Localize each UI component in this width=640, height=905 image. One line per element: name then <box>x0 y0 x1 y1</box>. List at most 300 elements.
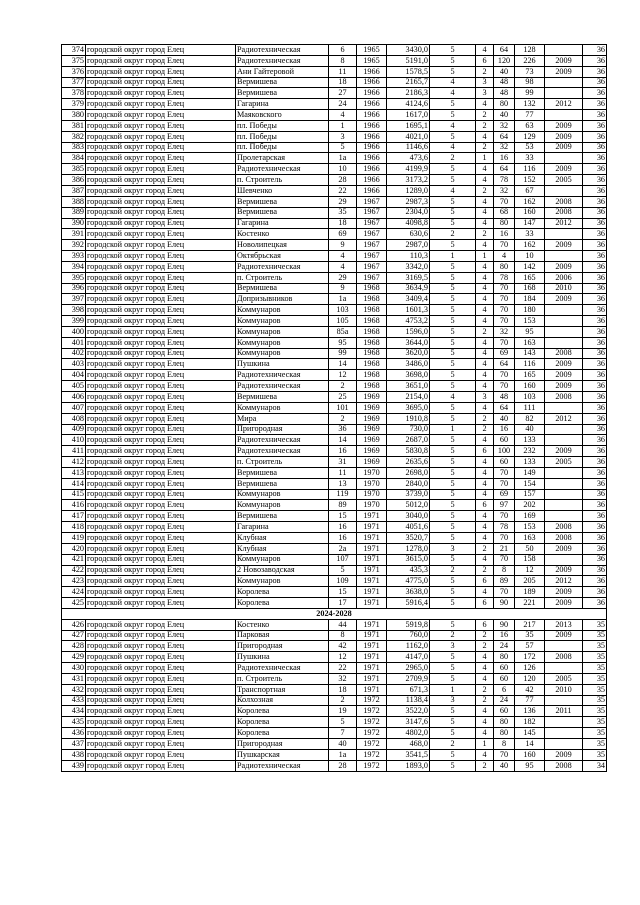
cell-year: 1968 <box>357 370 387 381</box>
cell-area: 1596,0 <box>387 326 430 337</box>
cell-district: городской округ город Елец <box>86 272 236 283</box>
table-row <box>62 88 607 99</box>
cell-residents: 57 <box>515 641 545 652</box>
cell-apartments: 89 <box>494 576 515 587</box>
cell-num: 401 <box>62 337 86 348</box>
cell-floors: 5 <box>430 587 476 598</box>
cell-district: городской округ город Елец <box>86 532 236 543</box>
cell-tariff: 36 <box>583 554 607 565</box>
cell-district: городской округ город Елец <box>86 337 236 348</box>
cell-tariff: 36 <box>583 251 607 262</box>
cell-repair-year <box>545 695 583 706</box>
cell-num: 396 <box>62 283 86 294</box>
cell-tariff: 36 <box>583 110 607 121</box>
cell-street: Коммунаров <box>236 326 329 337</box>
table-row <box>62 489 607 500</box>
cell-floors: 5 <box>430 55 476 66</box>
cell-floors: 5 <box>430 196 476 207</box>
cell-house: 69 <box>329 229 357 240</box>
cell-house: 85а <box>329 326 357 337</box>
cell-entrances: 4 <box>476 359 494 370</box>
cell-apartments: 70 <box>494 294 515 305</box>
cell-residents: 67 <box>515 185 545 196</box>
cell-year: 1971 <box>357 522 387 533</box>
cell-house: 119 <box>329 489 357 500</box>
cell-residents: 145 <box>515 728 545 739</box>
cell-year: 1967 <box>357 272 387 283</box>
cell-house: 13 <box>329 478 357 489</box>
cell-area: 2840,0 <box>387 478 430 489</box>
cell-floors: 5 <box>430 652 476 663</box>
table-row <box>62 435 607 446</box>
cell-tariff: 36 <box>583 587 607 598</box>
table-row <box>62 185 607 196</box>
cell-area: 3698,0 <box>387 370 430 381</box>
table-row <box>62 684 607 695</box>
cell-house: 25 <box>329 392 357 403</box>
cell-house: 1а <box>329 294 357 305</box>
cell-tariff: 36 <box>583 576 607 587</box>
cell-repair-year: 2008 <box>545 196 583 207</box>
cell-num: 430 <box>62 663 86 674</box>
cell-tariff: 36 <box>583 543 607 554</box>
cell-repair-year <box>545 478 583 489</box>
cell-floors: 5 <box>430 532 476 543</box>
cell-residents: 154 <box>515 478 545 489</box>
cell-residents: 12 <box>515 565 545 576</box>
cell-floors: 4 <box>430 88 476 99</box>
cell-area: 3522,0 <box>387 706 430 717</box>
table-row <box>62 175 607 186</box>
cell-street: Коммунаров <box>236 554 329 565</box>
cell-apartments: 4 <box>494 251 515 262</box>
cell-tariff: 36 <box>583 511 607 522</box>
cell-num: 439 <box>62 760 86 771</box>
table-row <box>62 294 607 305</box>
cell-floors: 5 <box>430 663 476 674</box>
cell-street: Ани Гайтеровой <box>236 66 329 77</box>
cell-house: 16 <box>329 532 357 543</box>
cell-district: городской округ город Елец <box>86 326 236 337</box>
table-row <box>62 381 607 392</box>
cell-floors: 5 <box>430 110 476 121</box>
cell-floors: 5 <box>430 305 476 316</box>
cell-year: 1966 <box>357 88 387 99</box>
cell-floors: 2 <box>430 229 476 240</box>
cell-residents: 160 <box>515 207 545 218</box>
cell-residents: 98 <box>515 77 545 88</box>
cell-num: 409 <box>62 424 86 435</box>
cell-tariff: 36 <box>583 261 607 272</box>
table-row <box>62 359 607 370</box>
cell-area: 2304,0 <box>387 207 430 218</box>
table-row <box>62 45 607 56</box>
cell-area: 1278,0 <box>387 543 430 554</box>
cell-street: Вермишева <box>236 88 329 99</box>
cell-year: 1972 <box>357 706 387 717</box>
cell-house: 12 <box>329 652 357 663</box>
cell-repair-year: 2009 <box>545 565 583 576</box>
cell-entrances: 4 <box>476 45 494 56</box>
cell-tariff: 35 <box>583 630 607 641</box>
cell-year: 1966 <box>357 131 387 142</box>
cell-num: 418 <box>62 522 86 533</box>
cell-tariff: 36 <box>583 196 607 207</box>
cell-street: Пушкина <box>236 359 329 370</box>
cell-num: 383 <box>62 142 86 153</box>
cell-apartments: 64 <box>494 402 515 413</box>
cell-district: городской округ город Елец <box>86 446 236 457</box>
cell-repair-year: 2008 <box>545 522 583 533</box>
cell-entrances: 2 <box>476 565 494 576</box>
cell-entrances: 2 <box>476 413 494 424</box>
cell-floors: 5 <box>430 381 476 392</box>
cell-num: 413 <box>62 467 86 478</box>
cell-num: 394 <box>62 261 86 272</box>
table-row <box>62 99 607 110</box>
cell-area: 4802,0 <box>387 728 430 739</box>
cell-floors: 5 <box>430 207 476 218</box>
cell-tariff: 36 <box>583 424 607 435</box>
cell-street: Клубная <box>236 532 329 543</box>
cell-year: 1968 <box>357 348 387 359</box>
cell-floors: 5 <box>430 478 476 489</box>
cell-entrances: 2 <box>476 641 494 652</box>
cell-repair-year <box>545 489 583 500</box>
cell-area: 473,6 <box>387 153 430 164</box>
table-row <box>62 196 607 207</box>
cell-street: Коммунаров <box>236 337 329 348</box>
cell-entrances: 4 <box>476 316 494 327</box>
cell-area: 3541,5 <box>387 749 430 760</box>
cell-residents: 160 <box>515 381 545 392</box>
cell-house: 29 <box>329 196 357 207</box>
cell-street: Королева <box>236 706 329 717</box>
cell-entrances: 4 <box>476 196 494 207</box>
cell-num: 378 <box>62 88 86 99</box>
cell-num: 397 <box>62 294 86 305</box>
cell-area: 468,0 <box>387 739 430 750</box>
cell-area: 730,0 <box>387 424 430 435</box>
cell-entrances: 3 <box>476 88 494 99</box>
cell-floors: 5 <box>430 467 476 478</box>
cell-floors: 5 <box>430 359 476 370</box>
cell-district: городской округ город Елец <box>86 207 236 218</box>
cell-entrances: 4 <box>476 457 494 468</box>
cell-tariff: 36 <box>583 446 607 457</box>
cell-house: 22 <box>329 663 357 674</box>
table-row <box>62 673 607 684</box>
cell-tariff: 35 <box>583 673 607 684</box>
cell-entrances: 2 <box>476 760 494 771</box>
cell-tariff: 35 <box>583 717 607 728</box>
table-row <box>62 413 607 424</box>
table-row <box>62 207 607 218</box>
cell-district: городской округ город Елец <box>86 619 236 630</box>
table-row <box>62 619 607 630</box>
cell-year: 1968 <box>357 337 387 348</box>
cell-num: 424 <box>62 587 86 598</box>
cell-num: 395 <box>62 272 86 283</box>
cell-num: 427 <box>62 630 86 641</box>
cell-apartments: 16 <box>494 424 515 435</box>
cell-year: 1969 <box>357 435 387 446</box>
cell-floors: 5 <box>430 598 476 609</box>
cell-area: 2698,0 <box>387 467 430 478</box>
cell-entrances: 4 <box>476 652 494 663</box>
cell-repair-year <box>545 88 583 99</box>
cell-residents: 133 <box>515 457 545 468</box>
cell-house: 9 <box>329 283 357 294</box>
cell-tariff: 36 <box>583 164 607 175</box>
cell-floors: 4 <box>430 392 476 403</box>
cell-area: 2186,3 <box>387 88 430 99</box>
cell-repair-year: 2009 <box>545 749 583 760</box>
cell-district: городской округ город Елец <box>86 706 236 717</box>
cell-residents: 14 <box>515 739 545 750</box>
cell-entrances: 4 <box>476 749 494 760</box>
cell-residents: 149 <box>515 467 545 478</box>
cell-tariff: 36 <box>583 532 607 543</box>
cell-district: городской округ город Елец <box>86 489 236 500</box>
cell-tariff: 36 <box>583 413 607 424</box>
cell-house: 27 <box>329 88 357 99</box>
cell-floors: 5 <box>430 402 476 413</box>
cell-house: 17 <box>329 598 357 609</box>
cell-area: 2987,3 <box>387 196 430 207</box>
cell-entrances: 1 <box>476 251 494 262</box>
cell-district: городской округ город Елец <box>86 630 236 641</box>
cell-num: 384 <box>62 153 86 164</box>
cell-repair-year: 2008 <box>545 760 583 771</box>
cell-entrances: 4 <box>476 489 494 500</box>
cell-residents: 202 <box>515 500 545 511</box>
cell-street: Шевченко <box>236 185 329 196</box>
cell-district: городской округ город Елец <box>86 261 236 272</box>
cell-street: Коммунаров <box>236 348 329 359</box>
table-row <box>62 641 607 652</box>
cell-floors: 5 <box>430 522 476 533</box>
cell-floors: 5 <box>430 99 476 110</box>
cell-apartments: 60 <box>494 457 515 468</box>
cell-apartments: 80 <box>494 261 515 272</box>
cell-tariff: 35 <box>583 641 607 652</box>
cell-area: 630,6 <box>387 229 430 240</box>
cell-apartments: 16 <box>494 153 515 164</box>
cell-district: городской округ город Елец <box>86 88 236 99</box>
cell-apartments: 70 <box>494 554 515 565</box>
cell-residents: 168 <box>515 283 545 294</box>
cell-entrances: 4 <box>476 240 494 251</box>
cell-repair-year <box>545 717 583 728</box>
cell-tariff: 36 <box>583 381 607 392</box>
cell-num: 379 <box>62 99 86 110</box>
cell-entrances: 2 <box>476 142 494 153</box>
cell-apartments: 64 <box>494 359 515 370</box>
cell-tariff: 36 <box>583 229 607 240</box>
cell-house: 35 <box>329 207 357 218</box>
cell-house: 42 <box>329 641 357 652</box>
cell-area: 3520,7 <box>387 532 430 543</box>
cell-tariff: 36 <box>583 435 607 446</box>
cell-residents: 116 <box>515 359 545 370</box>
table-row <box>62 142 607 153</box>
cell-area: 4021,0 <box>387 131 430 142</box>
cell-floors: 3 <box>430 543 476 554</box>
cell-tariff: 36 <box>583 457 607 468</box>
cell-area: 2687,0 <box>387 435 430 446</box>
cell-repair-year: 2009 <box>545 142 583 153</box>
cell-num: 421 <box>62 554 86 565</box>
cell-year: 1969 <box>357 392 387 403</box>
cell-area: 3634,9 <box>387 283 430 294</box>
table-row <box>62 164 607 175</box>
cell-district: городской округ город Елец <box>86 598 236 609</box>
cell-year: 1971 <box>357 652 387 663</box>
cell-street: Королева <box>236 717 329 728</box>
cell-area: 1617,0 <box>387 110 430 121</box>
cell-street: Вермишева <box>236 392 329 403</box>
cell-year: 1971 <box>357 576 387 587</box>
cell-house: 5 <box>329 565 357 576</box>
cell-entrances: 4 <box>476 435 494 446</box>
cell-apartments: 21 <box>494 543 515 554</box>
cell-entrances: 4 <box>476 99 494 110</box>
cell-entrances: 2 <box>476 630 494 641</box>
cell-residents: 165 <box>515 272 545 283</box>
cell-apartments: 24 <box>494 641 515 652</box>
cell-area: 3147,6 <box>387 717 430 728</box>
cell-district: городской округ город Елец <box>86 424 236 435</box>
cell-repair-year <box>545 467 583 478</box>
cell-tariff: 34 <box>583 760 607 771</box>
cell-year: 1971 <box>357 684 387 695</box>
cell-floors: 5 <box>430 728 476 739</box>
table-row <box>62 446 607 457</box>
cell-entrances: 4 <box>476 554 494 565</box>
cell-year: 1971 <box>357 554 387 565</box>
cell-repair-year: 2009 <box>545 120 583 131</box>
cell-street: Вермишева <box>236 478 329 489</box>
cell-apartments: 80 <box>494 717 515 728</box>
cell-repair-year <box>545 435 583 446</box>
cell-apartments: 69 <box>494 348 515 359</box>
cell-floors: 5 <box>430 370 476 381</box>
cell-residents: 184 <box>515 294 545 305</box>
cell-tariff: 36 <box>583 500 607 511</box>
cell-num: 392 <box>62 240 86 251</box>
cell-repair-year: 2005 <box>545 457 583 468</box>
cell-house: 109 <box>329 576 357 587</box>
cell-entrances: 4 <box>476 207 494 218</box>
table-row <box>62 663 607 674</box>
cell-repair-year <box>545 554 583 565</box>
cell-street: Радиотехническая <box>236 760 329 771</box>
cell-tariff: 36 <box>583 467 607 478</box>
cell-year: 1968 <box>357 359 387 370</box>
cell-apartments: 40 <box>494 413 515 424</box>
cell-num: 429 <box>62 652 86 663</box>
cell-house: 12 <box>329 370 357 381</box>
cell-street: Коммунаров <box>236 305 329 316</box>
cell-repair-year: 2009 <box>545 446 583 457</box>
cell-residents: 10 <box>515 251 545 262</box>
cell-residents: 143 <box>515 348 545 359</box>
cell-entrances: 3 <box>476 392 494 403</box>
cell-residents: 142 <box>515 261 545 272</box>
cell-street: Пригородная <box>236 424 329 435</box>
cell-apartments: 70 <box>494 532 515 543</box>
cell-entrances: 6 <box>476 446 494 457</box>
cell-apartments: 40 <box>494 760 515 771</box>
cell-apartments: 48 <box>494 392 515 403</box>
table-row <box>62 598 607 609</box>
cell-street: Королева <box>236 598 329 609</box>
cell-street: Вермишева <box>236 207 329 218</box>
cell-entrances: 6 <box>476 598 494 609</box>
cell-entrances: 4 <box>476 131 494 142</box>
cell-residents: 103 <box>515 392 545 403</box>
cell-apartments: 97 <box>494 500 515 511</box>
cell-area: 2635,6 <box>387 457 430 468</box>
cell-street: Пролетарская <box>236 153 329 164</box>
cell-apartments: 64 <box>494 131 515 142</box>
cell-entrances: 2 <box>476 185 494 196</box>
cell-num: 410 <box>62 435 86 446</box>
cell-area: 3173,2 <box>387 175 430 186</box>
cell-year: 1969 <box>357 446 387 457</box>
table-row <box>62 695 607 706</box>
cell-district: городской округ город Елец <box>86 402 236 413</box>
table-row <box>62 652 607 663</box>
cell-street: Пригородная <box>236 641 329 652</box>
cell-street: Коммунаров <box>236 316 329 327</box>
cell-apartments: 70 <box>494 587 515 598</box>
cell-street: п. Строитель <box>236 673 329 684</box>
cell-area: 5012,0 <box>387 500 430 511</box>
cell-residents: 169 <box>515 511 545 522</box>
cell-repair-year <box>545 153 583 164</box>
cell-num: 393 <box>62 251 86 262</box>
cell-year: 1972 <box>357 728 387 739</box>
table-row <box>62 251 607 262</box>
cell-entrances: 4 <box>476 381 494 392</box>
cell-year: 1970 <box>357 500 387 511</box>
cell-house: 4 <box>329 261 357 272</box>
cell-area: 3651,0 <box>387 381 430 392</box>
cell-street: п. Строитель <box>236 175 329 186</box>
cell-district: городской округ город Елец <box>86 370 236 381</box>
cell-street: Допризывников <box>236 294 329 305</box>
cell-num: 433 <box>62 695 86 706</box>
cell-area: 1138,4 <box>387 695 430 706</box>
cell-num: 428 <box>62 641 86 652</box>
cell-apartments: 80 <box>494 99 515 110</box>
cell-entrances: 4 <box>476 511 494 522</box>
cell-area: 5919,8 <box>387 619 430 630</box>
cell-num: 387 <box>62 185 86 196</box>
cell-house: 2 <box>329 695 357 706</box>
cell-tariff: 36 <box>583 99 607 110</box>
cell-apartments: 64 <box>494 164 515 175</box>
cell-district: городской округ город Елец <box>86 283 236 294</box>
cell-area: 4775,0 <box>387 576 430 587</box>
cell-street: Радиотехническая <box>236 446 329 457</box>
cell-year: 1971 <box>357 663 387 674</box>
cell-floors: 5 <box>430 489 476 500</box>
table-row <box>62 326 607 337</box>
cell-apartments: 32 <box>494 326 515 337</box>
